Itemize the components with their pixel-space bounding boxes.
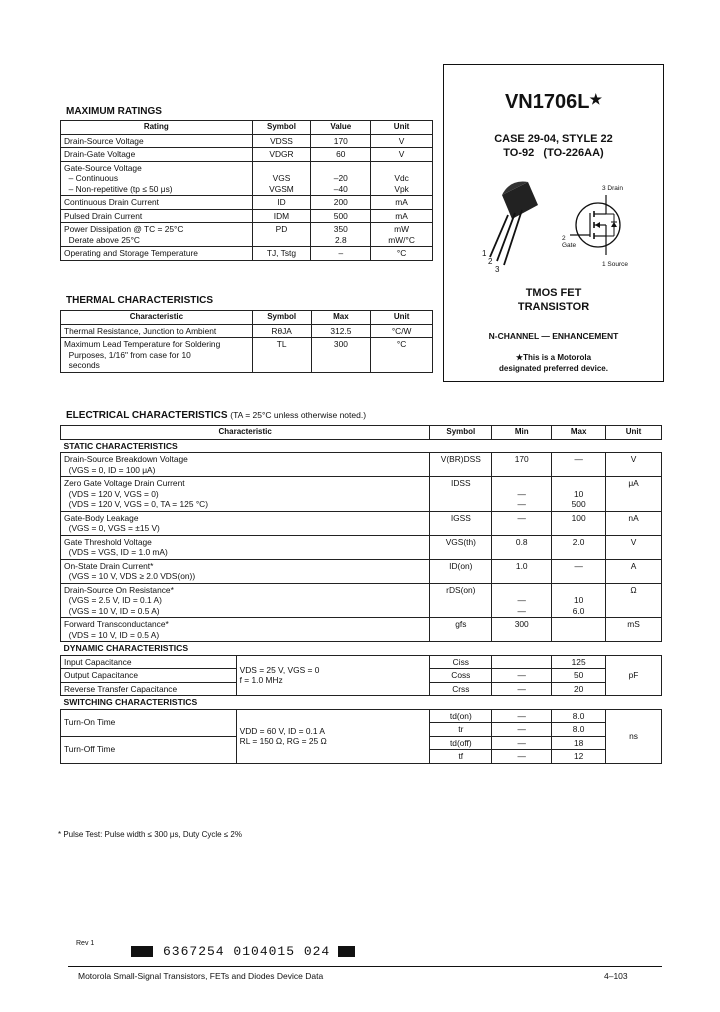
min-cell: —	[492, 723, 552, 737]
unit-cell: mS	[606, 618, 662, 642]
unit-cell: mA	[371, 196, 433, 210]
symbol-cell: rDS(on)	[430, 583, 492, 618]
symbol-cell: Ciss	[430, 655, 492, 669]
dynamic-section-row	[61, 642, 662, 656]
pin-source-label: 1 Source	[602, 261, 629, 268]
header-value: Value	[311, 121, 371, 135]
unit-cell: V	[606, 453, 662, 477]
unit-cell: Vdc Vpk	[371, 161, 433, 196]
header-characteristic: Characteristic	[61, 426, 430, 440]
static-title: STATIC CHARACTERISTICS	[61, 439, 662, 453]
symbol-cell: IDM	[252, 209, 311, 223]
header-symbol: Symbol	[430, 426, 492, 440]
part-info-box	[443, 64, 664, 382]
pin-drain-label: 3 Drain	[602, 185, 623, 192]
symbol-cell: ID	[252, 196, 311, 210]
symbol-cell: VDSS	[252, 134, 311, 148]
symbol-cell: V(BR)DSS	[430, 453, 492, 477]
symbol-cell: Coss	[430, 669, 492, 683]
min-cell: —	[492, 669, 552, 683]
symbol-cell: ID(on)	[430, 559, 492, 583]
header-min: Min	[492, 426, 552, 440]
switching-conditions-cell: VDD = 60 V, ID = 0.1 A RL = 150 Ω, RG = 25 Ω	[236, 709, 430, 763]
min-cell: —	[492, 750, 552, 764]
symbol-cell: IDSS	[430, 477, 492, 512]
unit-cell: V	[371, 148, 433, 162]
package-line: TO-92 (TO-226AA)	[503, 147, 604, 159]
unit-cell: ns	[606, 709, 662, 763]
barcode-block-right	[338, 946, 355, 957]
rating-cell: Power Dissipation @ TC = 25°C Derate above 25°C	[61, 223, 253, 247]
symbol-cell: gfs	[430, 618, 492, 642]
electrical-title-note: (TA = 25°C unless otherwise noted.)	[230, 410, 367, 420]
header-rating: Rating	[61, 121, 253, 135]
pin-3-label: 3	[495, 265, 500, 274]
max-ratings-title: MAXIMUM RATINGS	[66, 106, 162, 117]
symbol-cell: IGSS	[430, 511, 492, 535]
table-row	[61, 161, 433, 196]
max-cell: 125	[552, 655, 606, 669]
table-row	[61, 559, 662, 583]
type-line-1: TMOS FET	[525, 287, 582, 299]
to92-package-drawing	[480, 177, 550, 267]
static-section-row	[61, 439, 662, 453]
max-cell: 2.0	[552, 535, 606, 559]
electrical-title-line	[66, 410, 366, 421]
electrical-title: ELECTRICAL CHARACTERISTICS	[66, 410, 228, 421]
header-unit: Unit	[371, 311, 433, 325]
preferred-note-1: ★This is a Motorola	[515, 353, 592, 362]
symbol-cell: VGS VGSM	[252, 161, 311, 196]
value-cell: 200	[311, 196, 371, 210]
symbol-cell: tf	[430, 750, 492, 764]
thermal-title: THERMAL CHARACTERISTICS	[66, 295, 214, 306]
unit-cell: °C	[371, 338, 433, 373]
unit-cell: V	[606, 535, 662, 559]
characteristic-cell: Gate Threshold Voltage (VDS = VGS, ID = 1.0 mA)	[61, 535, 430, 559]
dynamic-conditions-cell: VDS = 25 V, VGS = 0 f = 1.0 MHz	[236, 655, 430, 696]
header-unit: Unit	[371, 121, 433, 135]
header-unit: Unit	[606, 426, 662, 440]
max-cell: 100	[552, 511, 606, 535]
min-cell: 170	[492, 453, 552, 477]
turn-on-cell: Turn-On Time	[61, 709, 237, 736]
page-number: 4–103	[604, 971, 628, 981]
symbol-cell: tr	[430, 723, 492, 737]
barcode-line	[131, 944, 355, 958]
pin-1-label: 1	[482, 249, 487, 258]
min-cell: —	[492, 511, 552, 535]
pulse-footnote: * Pulse Test: Pulse width ≤ 300 μs, Duty Cycle ≤ 2%	[58, 830, 242, 839]
max-cell: 18	[552, 736, 606, 750]
footer-title: Motorola Small-Signal Transistors, FETs and Diodes Device Data	[78, 971, 324, 981]
switching-section-row	[61, 696, 662, 710]
dynamic-title: DYNAMIC CHARACTERISTICS	[61, 642, 662, 656]
header-symbol: Symbol	[252, 121, 311, 135]
table-row	[61, 247, 433, 261]
min-cell: —	[492, 736, 552, 750]
mosfet-symbol	[568, 193, 632, 257]
unit-cell: Ω	[606, 583, 662, 618]
max-ratings-table	[60, 120, 433, 261]
max-cell: 10 6.0	[552, 583, 606, 618]
rating-cell: Drain-Gate Voltage	[61, 148, 253, 162]
table-row	[61, 196, 433, 210]
pin-gate-label: 2 Gate	[562, 235, 577, 249]
pin-2-label: 2	[488, 257, 493, 266]
max-cell: 12	[552, 750, 606, 764]
characteristic-cell: Drain-Source On Resistance* (VGS = 2.5 V, ID = 0.1 A) (VGS = 10 V, ID = 0.5 A)	[61, 583, 430, 618]
table-row	[61, 134, 433, 148]
value-cell: 500	[311, 209, 371, 223]
characteristic-cell: Output Capacitance	[61, 669, 237, 683]
max-cell	[552, 618, 606, 642]
value-cell: 170	[311, 134, 371, 148]
characteristic-cell: Gate-Body Leakage (VGS = 0, VGS = ±15 V)	[61, 511, 430, 535]
symbol-cell: VGS(th)	[430, 535, 492, 559]
max-cell: —	[552, 559, 606, 583]
electrical-table	[60, 425, 662, 764]
min-cell: 1.0	[492, 559, 552, 583]
rating-cell: Gate-Source Voltage – Continuous – Non-repetitive (tp ≤ 50 μs)	[61, 161, 253, 196]
table-row	[61, 511, 662, 535]
rev-label: Rev 1	[76, 940, 95, 947]
unit-cell: V	[371, 134, 433, 148]
rating-cell: Pulsed Drain Current	[61, 209, 253, 223]
max-ratings-header	[61, 121, 433, 135]
value-cell: 60	[311, 148, 371, 162]
table-row	[61, 709, 662, 723]
type-line-2: TRANSISTOR	[517, 301, 590, 313]
min-cell: —	[492, 709, 552, 723]
max-cell: 8.0	[552, 723, 606, 737]
preferred-note-2: designated preferred device.	[499, 364, 608, 373]
value-cell: –	[311, 247, 371, 261]
turn-off-cell: Turn-Off Time	[61, 736, 237, 763]
table-row	[61, 535, 662, 559]
unit-cell: mA	[371, 209, 433, 223]
max-cell: 300	[311, 338, 371, 373]
footer-rule	[68, 966, 662, 967]
case-line: CASE 29-04, STYLE 22	[494, 133, 613, 145]
max-cell: —	[552, 453, 606, 477]
symbol-cell: TL	[252, 338, 311, 373]
symbol-cell: RθJA	[252, 324, 311, 338]
electrical-header	[61, 426, 662, 440]
table-row	[61, 338, 433, 373]
unit-cell: μA	[606, 477, 662, 512]
min-cell	[492, 655, 552, 669]
max-cell: 8.0	[552, 709, 606, 723]
rating-cell: Operating and Storage Temperature	[61, 247, 253, 261]
table-row	[61, 655, 662, 669]
header-max: Max	[311, 311, 371, 325]
unit-cell: nA	[606, 511, 662, 535]
value-cell: 350 2.8	[311, 223, 371, 247]
characteristic-cell: Input Capacitance	[61, 655, 237, 669]
unit-cell: °C/W	[371, 324, 433, 338]
star-icon: ★	[589, 91, 603, 107]
characteristic-cell: On-State Drain Current* (VGS = 10 V, VDS ≥ 2.0 VDS(on))	[61, 559, 430, 583]
header-max: Max	[552, 426, 606, 440]
table-row	[61, 583, 662, 618]
table-row	[61, 453, 662, 477]
max-cell: 20	[552, 682, 606, 696]
symbol-cell: td(on)	[430, 709, 492, 723]
table-row	[61, 148, 433, 162]
part-number: VN1706L★	[504, 91, 603, 113]
header-characteristic: Characteristic	[61, 311, 253, 325]
table-row	[61, 223, 433, 247]
max-cell: 50	[552, 669, 606, 683]
min-cell: — —	[492, 583, 552, 618]
min-cell: — —	[492, 477, 552, 512]
min-cell: 300	[492, 618, 552, 642]
thermal-table	[60, 310, 433, 373]
symbol-cell: TJ, Tstg	[252, 247, 311, 261]
characteristic-cell: Drain-Source Breakdown Voltage (VGS = 0, ID = 100 μA)	[61, 453, 430, 477]
unit-cell: °C	[371, 247, 433, 261]
lead-1	[490, 215, 508, 257]
symbol-cell: Crss	[430, 682, 492, 696]
rating-cell: Continuous Drain Current	[61, 196, 253, 210]
table-row	[61, 618, 662, 642]
characteristic-cell: Forward Transconductance* (VDS = 10 V, ID = 0.5 A)	[61, 618, 430, 642]
table-row	[61, 324, 433, 338]
characteristic-cell: Reverse Transfer Capacitance	[61, 682, 237, 696]
max-cell: 312.5	[311, 324, 371, 338]
unit-cell: A	[606, 559, 662, 583]
symbol-cell: td(off)	[430, 736, 492, 750]
barcode-block-left	[131, 946, 153, 957]
value-cell: –20 –40	[311, 161, 371, 196]
channel-line: N-CHANNEL — ENHANCEMENT	[488, 331, 619, 341]
characteristic-cell: Zero Gate Voltage Drain Current (VDS = 120 V, VGS = 0) (VDS = 120 V, VGS = 0, TA = 125 °C)	[61, 477, 430, 512]
characteristic-cell: Maximum Lead Temperature for Soldering Purposes, 1/16" from case for 10 seconds	[61, 338, 253, 373]
header-symbol: Symbol	[252, 311, 311, 325]
symbol-cell: VDGR	[252, 148, 311, 162]
unit-cell: pF	[606, 655, 662, 696]
rating-cell: Drain-Source Voltage	[61, 134, 253, 148]
table-row	[61, 209, 433, 223]
min-cell: 0.8	[492, 535, 552, 559]
symbol-cell: PD	[252, 223, 311, 247]
thermal-header	[61, 311, 433, 325]
min-cell: —	[492, 682, 552, 696]
switching-title: SWITCHING CHARACTERISTICS	[61, 696, 662, 710]
barcode-number: 6367254 0104015 024	[163, 943, 331, 959]
unit-cell: mW mW/°C	[371, 223, 433, 247]
characteristic-cell: Thermal Resistance, Junction to Ambient	[61, 324, 253, 338]
max-cell: 10 500	[552, 477, 606, 512]
table-row	[61, 477, 662, 512]
